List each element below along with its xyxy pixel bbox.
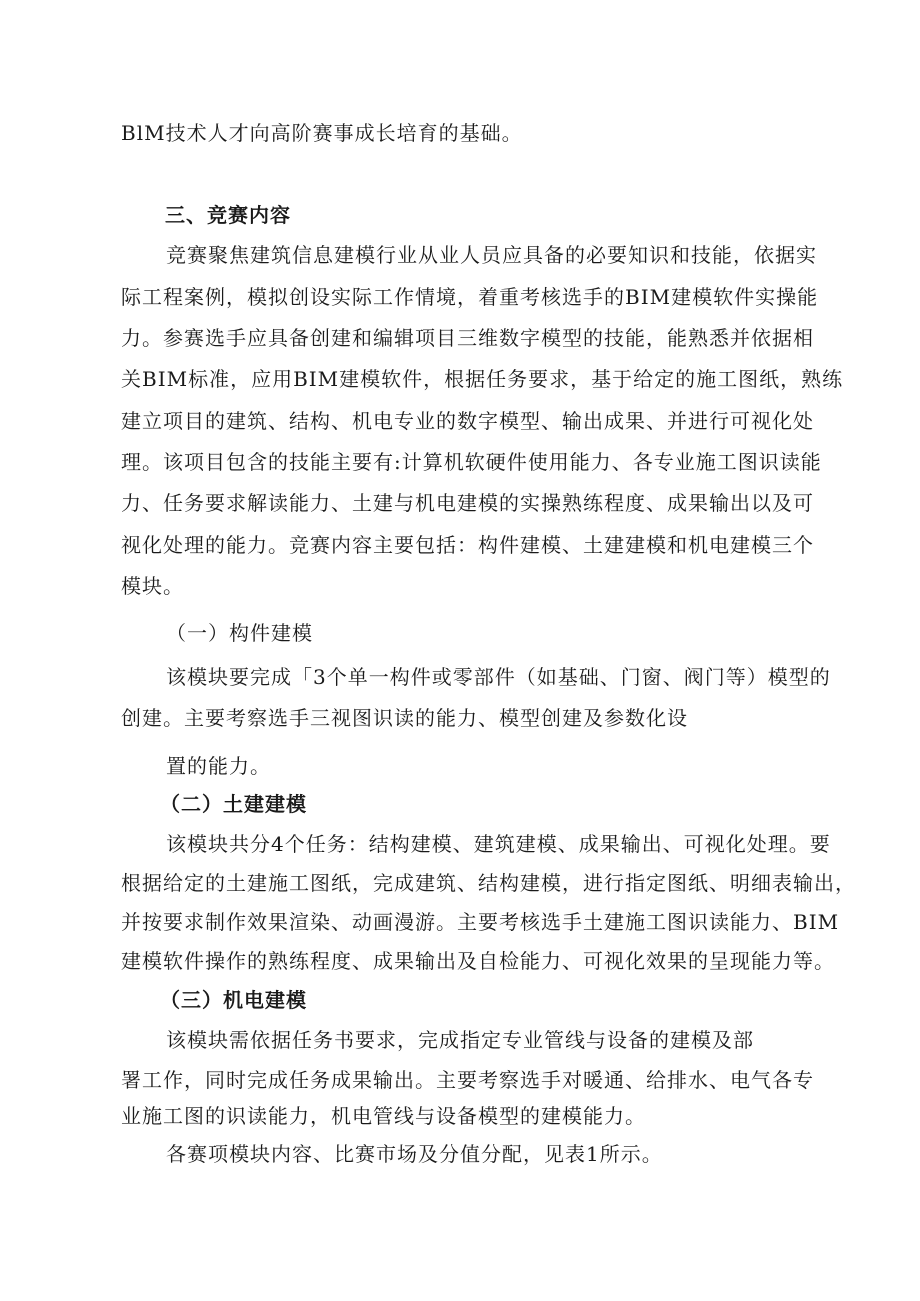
- paragraph-line: 该模块共分4个任务：结构建模、建筑建模、成果输出、可视化处理。要: [166, 832, 831, 856]
- paragraph-line: 根据给定的土建施工图纸，完成建筑、结构建模，进行指定图纸、明细表输出，: [121, 871, 856, 895]
- paragraph-line: 模块。: [121, 574, 184, 598]
- paragraph-line: 建立项目的建筑、结构、机电专业的数字模型、输出成果、并进行可视化处: [121, 409, 814, 433]
- paragraph-line: 理。该项目包含的技能主要有:计算机软硬件使用能力、各专业施工图识读能: [121, 450, 822, 474]
- paragraph-line: 竞赛聚焦建筑信息建模行业从业人员应具备的必要知识和技能，依据实: [166, 243, 817, 267]
- paragraph-line: 该模块需依据任务书要求，完成指定专业管线与设备的建模及部: [166, 1028, 754, 1052]
- paragraph-line: 关BIM标准，应用BIM建模软件，根据任务要求，基于给定的施工图纸，熟练: [121, 367, 844, 391]
- paragraph-line: 该模块要完成「3个单一构件或零部件（如基础、门窗、阀门等）模型的: [166, 665, 831, 689]
- subsection-heading: （二）土建建模: [160, 792, 307, 816]
- paragraph-line: 力、任务要求解读能力、土建与机电建模的实操熟练程度、成果输出以及可: [121, 491, 814, 515]
- paragraph-line: 署工作，同时完成任务成果输出。主要考察选手对暖通、给排水、电气各专: [121, 1068, 814, 1092]
- paragraph-line: 视化处理的能力。竞赛内容主要包括：构件建模、土建建模和机电建模三个: [121, 533, 814, 557]
- paragraph-line: 建模软件操作的熟练程度、成果输出及自检能力、可视化效果的呈现能力等。: [121, 949, 835, 973]
- subsection-heading: （一）构件建模: [166, 621, 313, 645]
- paragraph-line: 置的能力。: [166, 754, 271, 778]
- intro-tail-line: BlM技术人才向高阶赛事成长培育的基础。: [121, 121, 523, 145]
- paragraph-line: 创建。主要考察选手三视图识读的能力、模型创建及参数化设: [121, 706, 688, 730]
- paragraph-line: 并按要求制作效果渲染、动画漫游。主要考核选手土建施工图识读能力、BIM: [121, 910, 840, 934]
- subsection-heading: （三）机电建模: [160, 988, 307, 1012]
- section-heading: 三、竞赛内容: [165, 203, 291, 227]
- paragraph-line: 业施工图的识读能力，机电管线与设备模型的建模能力。: [121, 1104, 646, 1128]
- paragraph-line: 际工程案例，模拟创设实际工作情境，着重考核选手的BIM建模软件实操能: [121, 285, 819, 309]
- paragraph-line: 各赛项模块内容、比赛市场及分值分配，见表1所示。: [166, 1142, 663, 1166]
- paragraph-line: 力。参赛选手应具备创建和编辑项目三维数字模型的技能，能熟悉并依据相: [121, 326, 814, 350]
